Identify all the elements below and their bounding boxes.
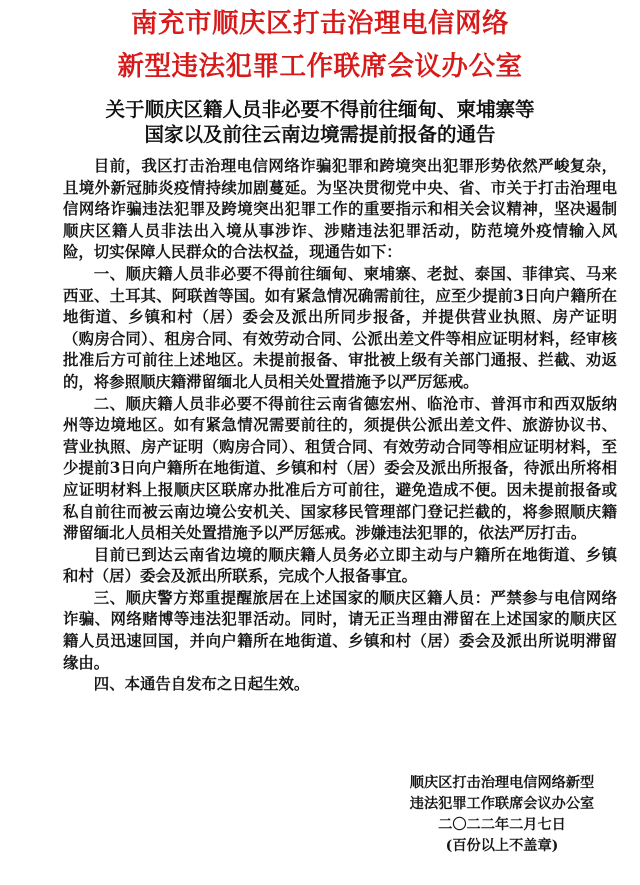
body-paragraph-item-3: 三、顺庆警方郑重提醒旅居在上述国家的顺庆区籍人员：严禁参与电信网络诈骗、网络赌博等违法犯罪活动。同时，请无正当理由滞留在上述国家的顺庆区籍人员迅速回国，并向户籍所在地街道、乡镇和村（居）委会及派出所说明滞留缘由。	[63, 588, 617, 672]
notice-title-line-1: 关于顺庆区籍人员非必要不得前往缅甸、柬埔寨等	[105, 98, 535, 121]
body-paragraph-item-2: 二、顺庆籍人员非必要不得前往云南省德宏州、临沧市、普洱市和西双版纳州等边境地区。如有紧急情况需要前往的，须提供公派出差文件、旅游协议书、营业执照、房产证明（购房合同）、租赁合同、有效劳动合同等相应证明材料，至少提前3日向户籍所在地街道、乡镇和村（居）委会及派出所报备，待派出所将相应证明材料上报顺庆区联席办批准后方可前往，避免造成不便。因未提前报备或私自前往而被云南边境公安机关、国家移民管理部门登记拦截的，将参照顺庆籍滞留缅北人员相关处置措施予以严厉惩戒。涉嫌违法犯罪的，依法严厉打击。	[63, 394, 617, 543]
body-paragraph-border-note: 目前已到达云南省边境的顺庆籍人员务必立即主动与户籍所在地街道、乡镇和村（居）委会及派出所联系，完成个人报备事宜。	[63, 545, 617, 586]
signature-org-line-2: 违法犯罪工作联席会议办公室	[409, 796, 595, 812]
signature-date: 二〇二二年二月七日	[438, 817, 566, 833]
issuer-header-line-2: 新型违法犯罪工作联席会议办公室	[117, 51, 523, 82]
issuer-header-line-1: 南充市顺庆区打击治理电信网络	[131, 8, 509, 39]
signature-org-line-1: 顺庆区打击治理电信网络新型	[409, 775, 595, 791]
body-paragraph-item-4: 四、本通告自发布之日起生效。	[93, 675, 310, 694]
notice-title-line-2: 国家以及前往云南边境需提前报备的通告	[144, 123, 496, 146]
body-paragraph-intro: 目前，我区打击治理电信网络诈骗犯罪和跨境突出犯罪形势依然严峻复杂，且境外新冠肺炎疫情持续加剧蔓延。为坚决贯彻党中央、省、市关于打击治理电信网络诈骗违法犯罪及跨境突出犯罪工作的重要指示和相关会议精神，坚决遏制顺庆区籍人员非法出入境从事涉诈、涉赌违法犯罪活动，防范境外疫情输入风险，切实保障人民群众的合法权益，现通告如下：	[63, 157, 617, 262]
body-paragraph-item-1: 一、顺庆籍人员非必要不得前往缅甸、柬埔寨、老挝、泰国、菲律宾、马来西亚、土耳其、阿联酋等国。如有紧急情况确需前往，应至少提前3日向户籍所在地街道、乡镇和村（居）委会及派出所同步报备，并提供营业执照、房产证明（购房合同）、租房合同、有效劳动合同、公派出差文件等相应证明材料，经审核批准后方可前往上述地区。未提前报备、审批被上级有关部门通报、拦截、劝返的，将参照顺庆籍滞留缅北人员相关处置措施予以严厉惩戒。	[63, 264, 617, 391]
signature-block	[392, 773, 612, 857]
notice-body	[63, 156, 617, 696]
signature-note: (百份以上不盖章)	[445, 838, 559, 854]
